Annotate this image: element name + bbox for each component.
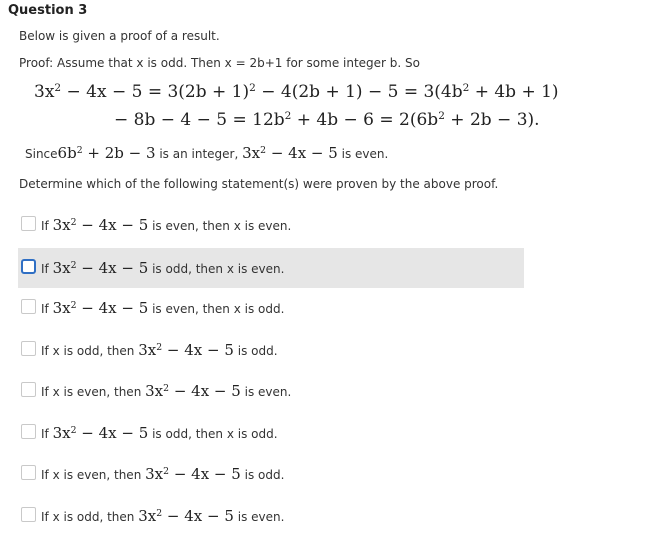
proof-conclusion: $Since6b^2 + 2b - 3$ is an integer, $3x^2 - 4x - 5$ is even. — [25, 144, 389, 162]
option-label[interactable]: If $3x^2 - 4x - 5$ is odd, then x is even. — [41, 259, 285, 277]
question-title: Question 3 — [8, 3, 88, 18]
question-prompt: Determine which of the following statement(s) were proven by the above proof. — [19, 177, 499, 191]
option-checkbox[interactable] — [21, 424, 36, 439]
option-label[interactable]: If $3x^2 - 4x - 5$ is even, then x is even. — [41, 216, 292, 234]
proof-equation-line-2: − $8b - 4 - 5 = 12b^2 + 4b - 6 = 2(6b^2 + 2b - 3)$. — [114, 110, 540, 130]
option-label[interactable]: If x is even, then $3x^2 - 4x - 5$ is even. — [41, 382, 292, 400]
option-label[interactable]: If x is odd, then $3x^2 - 4x - 5$ is odd. — [41, 341, 278, 359]
option-label[interactable]: If x is even, then $3x^2 - 4x - 5$ is odd. — [41, 465, 285, 483]
answer-option[interactable] — [18, 330, 524, 370]
answer-option[interactable] — [18, 496, 524, 536]
option-label[interactable]: If $3x^2 - 4x - 5$ is odd, then x is odd. — [41, 424, 278, 442]
answer-option[interactable] — [18, 454, 524, 494]
option-checkbox[interactable] — [21, 259, 36, 274]
proof-statement: Proof: Assume that x is odd. Then x = 2b+1 for some integer b. So — [19, 56, 420, 70]
option-checkbox[interactable] — [21, 465, 36, 480]
option-label[interactable]: If $3x^2 - 4x - 5$ is even, then x is odd. — [41, 299, 285, 317]
answer-option[interactable] — [18, 288, 524, 328]
option-checkbox[interactable] — [21, 507, 36, 522]
option-checkbox[interactable] — [21, 299, 36, 314]
option-checkbox[interactable] — [21, 341, 36, 356]
option-checkbox[interactable] — [21, 382, 36, 397]
answer-option[interactable] — [18, 413, 524, 453]
option-checkbox[interactable] — [21, 216, 36, 231]
question-intro: Below is given a proof of a result. — [19, 29, 220, 43]
answer-option[interactable] — [18, 248, 524, 288]
proof-equation-line-1: $3x^2 - 4x - 5 = 3(2b + 1)^2 - 4(2b + 1) - 5 = 3(4b^2 + 4b + 1)$ — [34, 82, 559, 102]
option-label[interactable]: If x is odd, then $3x^2 - 4x - 5$ is even. — [41, 507, 285, 525]
answer-option[interactable] — [18, 205, 524, 245]
answer-option[interactable] — [18, 371, 524, 411]
